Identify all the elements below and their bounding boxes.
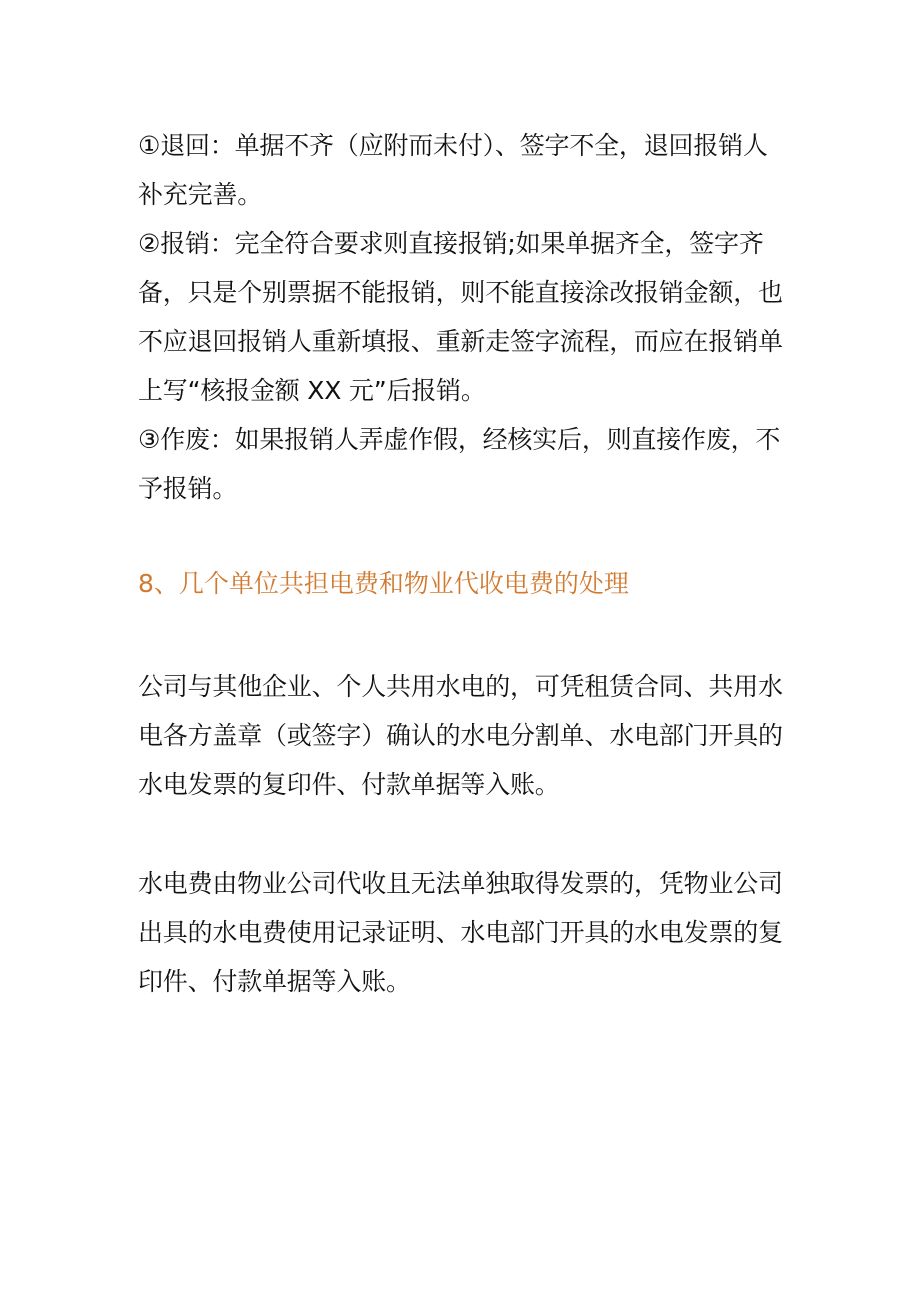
text-line: 水电费由物业公司代收且无法单独取得发票的，凭物业公司: [138, 869, 783, 898]
text-line: 不应退回报销人重新填报、重新走签字流程，而应在报销单: [138, 327, 783, 356]
text-line: 公司与其他企业、个人共用水电的，可凭租赁合同、共用水: [138, 672, 783, 701]
text-line: ②报销：完全符合要求则直接报销;如果单据齐全，签字齐: [138, 229, 764, 258]
text-line: 补充完善。: [138, 180, 263, 209]
text-line: 上写“核报金额 XX 元”后报销。: [138, 376, 486, 405]
text-line: 水电发票的复印件、付款单据等入账。: [138, 770, 560, 799]
text-line: 电各方盖章（或签字）确认的水电分割单、水电部门开具的: [138, 721, 783, 750]
text-line: 备，只是个别票据不能报销，则不能直接涂改报销金额，也: [138, 278, 783, 307]
item-return: [138, 121, 788, 219]
section-heading-8: 8、几个单位共担电费和物业代收电费的处理: [138, 569, 629, 598]
text-line: 予报销。: [138, 474, 238, 503]
text-line: ③作废：如果报销人弄虚作假，经核实后，则直接作废，不: [138, 425, 781, 454]
text-line: 印件、付款单据等入账。: [138, 967, 411, 996]
text-line: 出具的水电费使用记录证明、水电部门开具的水电发票的复: [138, 918, 783, 947]
item-void: [138, 415, 788, 513]
text-line: ①退回：单据不齐（应附而未付）、签字不全，退回报销人: [138, 131, 768, 160]
paragraph-property-collection: [138, 859, 788, 1006]
document-content: [138, 121, 788, 1006]
paragraph-shared-utilities: [138, 662, 788, 809]
item-reimburse: [138, 219, 788, 415]
